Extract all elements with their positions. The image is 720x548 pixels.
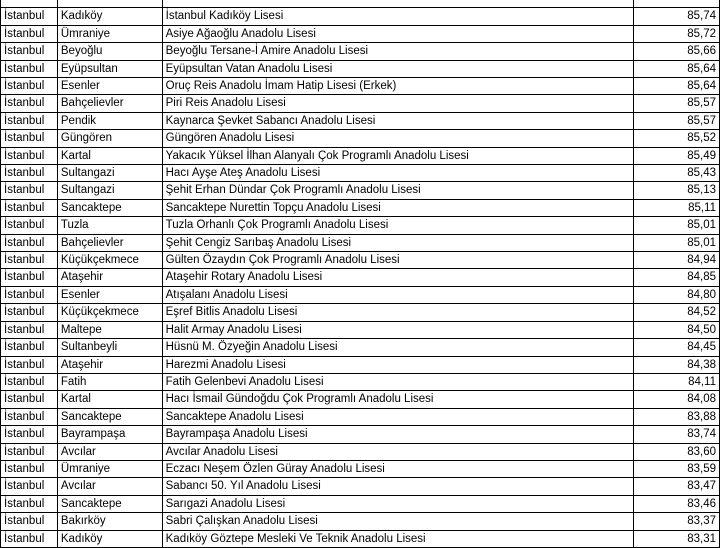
district-cell: Ataşehir [57, 269, 162, 286]
school-cell: Eyüpsultan Vatan Anadolu Lisesi [162, 60, 633, 77]
school-cell: Avcılar Anadolu Lisesi [162, 443, 633, 460]
score-cell: 85,13 [633, 182, 719, 199]
district-cell: Eyüpsultan [57, 60, 162, 77]
district-cell: Bahçelievler [57, 234, 162, 251]
city-cell: İstanbul [1, 373, 58, 390]
city-cell: İstanbul [1, 130, 58, 147]
city-cell: İstanbul [1, 217, 58, 234]
city-cell: İstanbul [1, 60, 58, 77]
district-cell: Fatih [57, 373, 162, 390]
score-cell: 83,60 [633, 443, 719, 460]
school-cell: Gülten Özaydın Çok Programlı Anadolu Lisesi [162, 252, 633, 269]
school-cell: Sancaktepe Anadolu Lisesi [162, 408, 633, 425]
school-cell: Eczacı Neşem Özlen Güray Anadolu Lisesi [162, 460, 633, 477]
school-cell: Sarıgazi Anadolu Lisesi [162, 495, 633, 512]
city-cell: İstanbul [1, 513, 58, 530]
school-cell: Kadıköy Göztepe Mesleki Ve Teknik Anadolu Lisesi [162, 530, 633, 547]
score-cell: 84,94 [633, 252, 719, 269]
table-row [1, 530, 720, 547]
city-cell: İstanbul [1, 460, 58, 477]
city-cell: İstanbul [1, 426, 58, 443]
school-cell: Sabri Çalışkan Anadolu Lisesi [162, 513, 633, 530]
district-cell: Avcılar [57, 478, 162, 495]
district-cell: Sancaktepe [57, 408, 162, 425]
school-cell: Ataşehir Rotary Anadolu Lisesi [162, 269, 633, 286]
school-cell: Beyoğlu Tersane-İ Amire Anadolu Lisesi [162, 43, 633, 60]
district-cell: Ataşehir [57, 356, 162, 373]
city-cell: İstanbul [1, 43, 58, 60]
school-cell: Eşref Bitlis Anadolu Lisesi [162, 304, 633, 321]
city-cell: İstanbul [1, 408, 58, 425]
district-cell: Tuzla [57, 217, 162, 234]
score-cell: 83,37 [633, 513, 719, 530]
score-cell: 84,50 [633, 321, 719, 338]
table-row [1, 95, 720, 112]
city-cell: İstanbul [1, 234, 58, 251]
school-cell [162, 0, 633, 8]
school-cell: Fatih Gelenbevi Anadolu Lisesi [162, 373, 633, 390]
district-cell: Maltepe [57, 321, 162, 338]
table-row [1, 112, 720, 129]
table-row [1, 356, 720, 373]
table-row [1, 478, 720, 495]
city-cell: İstanbul [1, 182, 58, 199]
table-row [1, 460, 720, 477]
table-row [1, 25, 720, 42]
district-cell: Ümraniye [57, 25, 162, 42]
district-cell: Küçükçekmece [57, 252, 162, 269]
score-cell: 85,72 [633, 25, 719, 42]
table-row [1, 408, 720, 425]
school-cell: Hüsnü M. Özyeğin Anadolu Lisesi [162, 339, 633, 356]
school-cell: Sancaktepe Nurettin Topçu Anadolu Lisesi [162, 199, 633, 216]
score-cell: 83,88 [633, 408, 719, 425]
district-cell: Kartal [57, 147, 162, 164]
score-cell: 84,80 [633, 286, 719, 303]
score-cell: 85,43 [633, 165, 719, 182]
school-cell: Şehit Cengiz Sarıbaş Anadolu Lisesi [162, 234, 633, 251]
score-cell: 84,52 [633, 304, 719, 321]
score-cell: 83,46 [633, 495, 719, 512]
city-cell: İstanbul [1, 339, 58, 356]
table-row [1, 513, 720, 530]
score-cell: 85,57 [633, 112, 719, 129]
score-cell: 85,52 [633, 130, 719, 147]
city-cell: İstanbul [1, 495, 58, 512]
school-cell: İstanbul Kadıköy Lisesi [162, 8, 633, 25]
table-body [1, 0, 720, 547]
table-row [1, 60, 720, 77]
score-cell: 85,49 [633, 147, 719, 164]
table-row [1, 495, 720, 512]
score-cell: 83,59 [633, 460, 719, 477]
school-cell: Tuzla Orhanlı Çok Programlı Anadolu Lisesi [162, 217, 633, 234]
district-cell: Esenler [57, 286, 162, 303]
school-cell: Oruç Reis Anadolu İmam Hatip Lisesi (Erkek) [162, 78, 633, 95]
district-cell: Sancaktepe [57, 199, 162, 216]
score-cell: 84,11 [633, 373, 719, 390]
school-cell: Harezmi Anadolu Lisesi [162, 356, 633, 373]
table-row [1, 130, 720, 147]
table-row [1, 182, 720, 199]
school-cell: Asiye Ağaoğlu Anadolu Lisesi [162, 25, 633, 42]
district-cell: Kadıköy [57, 530, 162, 547]
score-cell: 84,85 [633, 269, 719, 286]
city-cell: İstanbul [1, 356, 58, 373]
school-cell: Hacı İsmail Gündoğdu Çok Programlı Anadolu Lisesi [162, 391, 633, 408]
city-cell: İstanbul [1, 78, 58, 95]
score-cell: 85,11 [633, 199, 719, 216]
score-cell: 85,64 [633, 78, 719, 95]
score-cell: 85,01 [633, 217, 719, 234]
city-cell: İstanbul [1, 8, 58, 25]
district-cell [57, 0, 162, 8]
school-cell: Kaynarca Şevket Sabancı Anadolu Lisesi [162, 112, 633, 129]
table-row [1, 165, 720, 182]
city-cell: İstanbul [1, 269, 58, 286]
district-cell: Küçükçekmece [57, 304, 162, 321]
table-row [1, 304, 720, 321]
school-cell: Yakacık Yüksel İlhan Alanyalı Çok Programlı Anadolu Lisesi [162, 147, 633, 164]
district-cell: Sultanbeyli [57, 339, 162, 356]
table-row [1, 269, 720, 286]
score-cell: 83,31 [633, 530, 719, 547]
table-row [1, 0, 720, 8]
table-row [1, 373, 720, 390]
score-cell: 83,47 [633, 478, 719, 495]
district-cell: Pendik [57, 112, 162, 129]
city-cell: İstanbul [1, 147, 58, 164]
table-row [1, 147, 720, 164]
district-cell: Esenler [57, 78, 162, 95]
score-cell [633, 0, 719, 8]
city-cell: İstanbul [1, 199, 58, 216]
score-cell: 85,01 [633, 234, 719, 251]
table-row [1, 8, 720, 25]
table-row [1, 234, 720, 251]
table-row [1, 339, 720, 356]
city-cell: İstanbul [1, 252, 58, 269]
table-row [1, 252, 720, 269]
city-cell: İstanbul [1, 530, 58, 547]
school-cell: Piri Reis Anadolu Lisesi [162, 95, 633, 112]
district-cell: Sultangazi [57, 165, 162, 182]
school-cell: Hacı Ayşe Ateş Anadolu Lisesi [162, 165, 633, 182]
city-cell: İstanbul [1, 286, 58, 303]
table-row [1, 217, 720, 234]
table-row [1, 443, 720, 460]
score-cell: 84,45 [633, 339, 719, 356]
district-cell: Kadıköy [57, 8, 162, 25]
city-cell: İstanbul [1, 391, 58, 408]
district-cell: Ümraniye [57, 460, 162, 477]
school-cell: Güngören Anadolu Lisesi [162, 130, 633, 147]
city-cell: İstanbul [1, 112, 58, 129]
table-row [1, 43, 720, 60]
city-cell: İstanbul [1, 478, 58, 495]
score-cell: 84,38 [633, 356, 719, 373]
city-cell: İstanbul [1, 25, 58, 42]
score-cell: 84,08 [633, 391, 719, 408]
score-cell: 85,57 [633, 95, 719, 112]
district-cell: Avcılar [57, 443, 162, 460]
city-cell: İstanbul [1, 95, 58, 112]
table-row [1, 286, 720, 303]
table-row [1, 199, 720, 216]
school-cell: Halit Armay Anadolu Lisesi [162, 321, 633, 338]
district-cell: Kartal [57, 391, 162, 408]
table-row [1, 426, 720, 443]
city-cell: İstanbul [1, 304, 58, 321]
school-cell: Sabancı 50. Yıl Anadolu Lisesi [162, 478, 633, 495]
table-row [1, 321, 720, 338]
district-cell: Bayrampaşa [57, 426, 162, 443]
score-cell: 83,74 [633, 426, 719, 443]
city-cell: İstanbul [1, 443, 58, 460]
score-cell: 85,66 [633, 43, 719, 60]
school-cell: Atışalanı Anadolu Lisesi [162, 286, 633, 303]
city-cell: İstanbul [1, 321, 58, 338]
district-cell: Beyoğlu [57, 43, 162, 60]
score-cell: 85,64 [633, 60, 719, 77]
score-cell: 85,74 [633, 8, 719, 25]
district-cell: Güngören [57, 130, 162, 147]
district-cell: Bakırköy [57, 513, 162, 530]
district-cell: Sultangazi [57, 182, 162, 199]
district-cell: Bahçelievler [57, 95, 162, 112]
table-row [1, 78, 720, 95]
school-cell: Şehit Erhan Dündar Çok Programlı Anadolu Lisesi [162, 182, 633, 199]
district-cell: Sancaktepe [57, 495, 162, 512]
school-cell: Bayrampaşa Anadolu Lisesi [162, 426, 633, 443]
city-cell: İstanbul [1, 165, 58, 182]
table-row [1, 391, 720, 408]
city-cell [1, 0, 58, 8]
